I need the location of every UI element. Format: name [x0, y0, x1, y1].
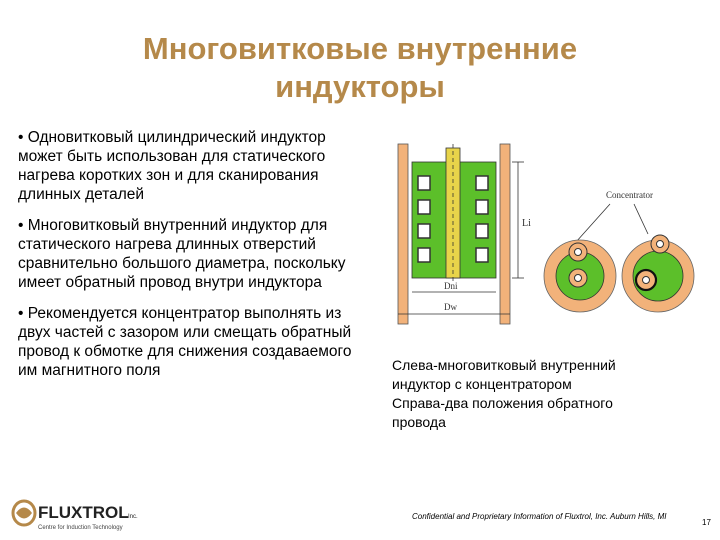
page-number: 17: [702, 518, 711, 527]
bullet-item-2: • Многовитковый внутренний индуктор для статического нагрева длинных отверстий сравнительно большого диаметра, поскольку имеет обратный провод внутри индуктора: [18, 217, 346, 291]
figure-caption: [392, 356, 692, 432]
cross-section-left: [544, 240, 616, 312]
caption-line-3: Справа-два положения обратного: [392, 395, 613, 411]
slide-title: [0, 30, 720, 106]
bullet-list: [18, 128, 368, 392]
inner-diameter-label: Dni: [444, 281, 458, 291]
bullet-item-3: • Рекомендуется концентратор выполнять из двух частей с зазором или смещать обратный провод к обмотке для снижения создаваемого им магнитного поля: [18, 305, 352, 379]
concentrator-leader-right: [634, 204, 648, 234]
work-diameter-label: Dw: [444, 302, 457, 312]
footer-confidential-note: Confidential and Proprietary Information of Fluxtrol, Inc. Auburn Hills, MI: [412, 512, 667, 521]
caption-line-4: провода: [392, 414, 446, 430]
length-label: Li: [522, 218, 531, 229]
logo-wordmark: FLUXTROL: [38, 503, 129, 522]
concentrator-leader-left: [576, 204, 610, 242]
logo-tagline: Centre for Induction Technology: [38, 525, 123, 531]
logo-suffix: Inc.: [128, 514, 138, 520]
workpiece-wall-left: [398, 144, 408, 324]
bullet-item-1: • Одновитковый цилиндрический индуктор может быть использован для статического нагрева коротких зон и для сканирования длинных деталей: [18, 129, 326, 203]
workpiece-wall-right: [500, 144, 510, 324]
title-line-1: Многовитковые внутренние: [142, 31, 578, 66]
cross-section-right: [622, 235, 694, 312]
concentrator-label: Concentrator: [606, 190, 653, 200]
fluxtrol-logo: [10, 496, 150, 532]
inductor-diagram: [384, 134, 704, 334]
caption-line-1: Слева-многовитковый внутренний: [392, 357, 616, 373]
title-line-2: индукторы: [275, 69, 445, 104]
caption-line-2: индуктор с концентратором: [392, 376, 572, 392]
